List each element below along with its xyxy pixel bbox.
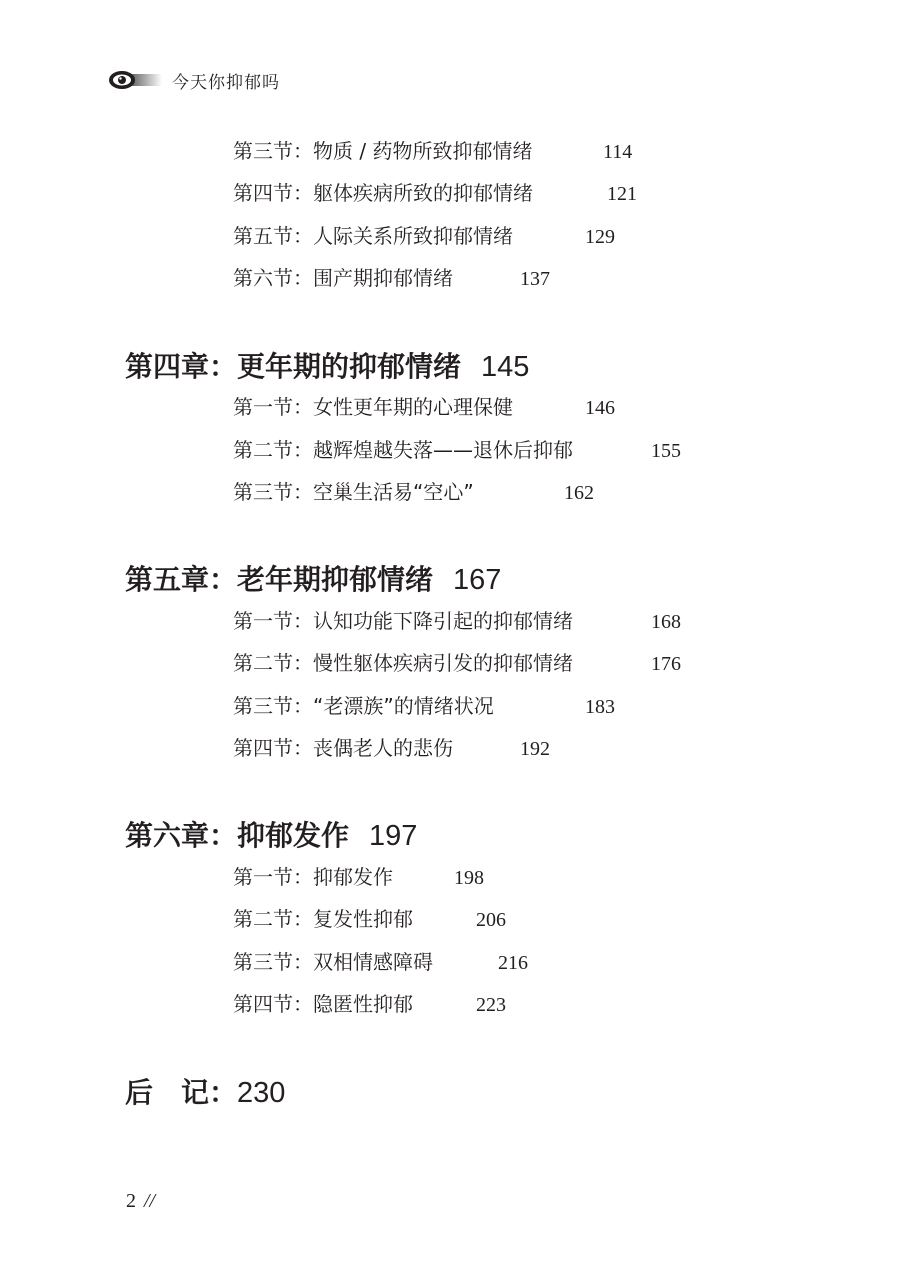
page-footer: [126, 1190, 155, 1213]
toc-section[interactable]: [233, 181, 637, 205]
toc-section-label: 第三节：“老漂族”的情绪状况: [233, 694, 494, 718]
toc-chapter[interactable]: [125, 819, 418, 852]
eye-logo-icon: [108, 62, 162, 98]
toc-chapter[interactable]: [125, 350, 530, 383]
toc-section-page: 192: [520, 738, 550, 760]
toc-section[interactable]: [233, 694, 615, 718]
toc-section[interactable]: [233, 736, 550, 760]
book-title: 今天你抑郁吗: [172, 72, 280, 93]
page-number: 2: [126, 1190, 136, 1212]
toc-section[interactable]: [233, 609, 681, 633]
toc-section-page: 129: [585, 226, 615, 248]
toc-section-page: 206: [476, 909, 506, 931]
toc-section-page: 176: [651, 653, 681, 675]
toc-section-page: 121: [607, 183, 637, 205]
toc-section[interactable]: [233, 865, 484, 889]
toc-section-page: 137: [520, 268, 550, 290]
toc-chapter[interactable]: [125, 563, 502, 596]
toc-section-label: 第一节：女性更年期的心理保健: [233, 395, 513, 419]
running-header: [108, 62, 280, 98]
toc-section-label: 第三节：物质 / 药物所致抑郁情绪: [233, 139, 533, 163]
footer-mark: //: [144, 1190, 156, 1212]
toc-section[interactable]: [233, 224, 615, 248]
toc-section-label: 第四节：隐匿性抑郁: [233, 992, 413, 1016]
toc-section-label: 第五节：人际关系所致抑郁情绪: [233, 224, 513, 248]
toc-chapter-title: 第四章：更年期的抑郁情绪: [125, 350, 462, 383]
toc-section[interactable]: [233, 992, 506, 1016]
toc-afterword-page: 230: [237, 1077, 286, 1109]
toc-section-page: 223: [476, 994, 506, 1016]
toc-section-page: 168: [651, 611, 681, 633]
toc-section-page: 114: [603, 141, 633, 163]
toc-section[interactable]: [233, 950, 528, 974]
toc-section-label: 第四节：丧偶老人的悲伤: [233, 736, 453, 760]
toc-section-label: 第一节：抑郁发作: [233, 865, 393, 889]
toc-section-page: 198: [454, 867, 484, 889]
toc-section[interactable]: [233, 139, 633, 163]
toc-chapter-title: 第五章：老年期抑郁情绪: [125, 563, 434, 596]
toc-section-label: 第三节：空巢生活易“空心”: [233, 480, 474, 504]
toc-section-label: 第四节：躯体疾病所致的抑郁情绪: [233, 181, 533, 205]
toc-section-label: 第二节：复发性抑郁: [233, 907, 413, 931]
toc-chapter-page: 145: [481, 351, 530, 383]
toc-section-label: 第一节：认知功能下降引起的抑郁情绪: [233, 609, 573, 633]
toc-chapter-page: 167: [453, 564, 502, 596]
toc-section-page: 155: [651, 440, 681, 462]
toc-chapter-title: 第六章：抑郁发作: [125, 819, 350, 852]
toc-section-label: 第三节：双相情感障碍: [233, 950, 433, 974]
toc-section[interactable]: [233, 907, 506, 931]
toc-section-page: 146: [585, 397, 615, 419]
toc-chapter-page: 197: [369, 820, 418, 852]
toc-section-label: 第六节：围产期抑郁情绪: [233, 266, 453, 290]
toc-afterword[interactable]: [125, 1076, 286, 1109]
toc-section[interactable]: [233, 480, 594, 504]
toc-section-label: 第二节：越辉煌越失落——退休后抑郁: [233, 438, 573, 462]
toc-section[interactable]: [233, 266, 550, 290]
toc-section-page: 183: [585, 696, 615, 718]
toc-section[interactable]: [233, 651, 681, 675]
toc-section-page: 216: [498, 952, 528, 974]
toc-section[interactable]: [233, 438, 681, 462]
toc-section-page: 162: [564, 482, 594, 504]
toc-section-label: 第二节：慢性躯体疾病引发的抑郁情绪: [233, 651, 573, 675]
toc-section[interactable]: [233, 395, 615, 419]
toc-afterword-title: 后 记：: [125, 1076, 238, 1109]
